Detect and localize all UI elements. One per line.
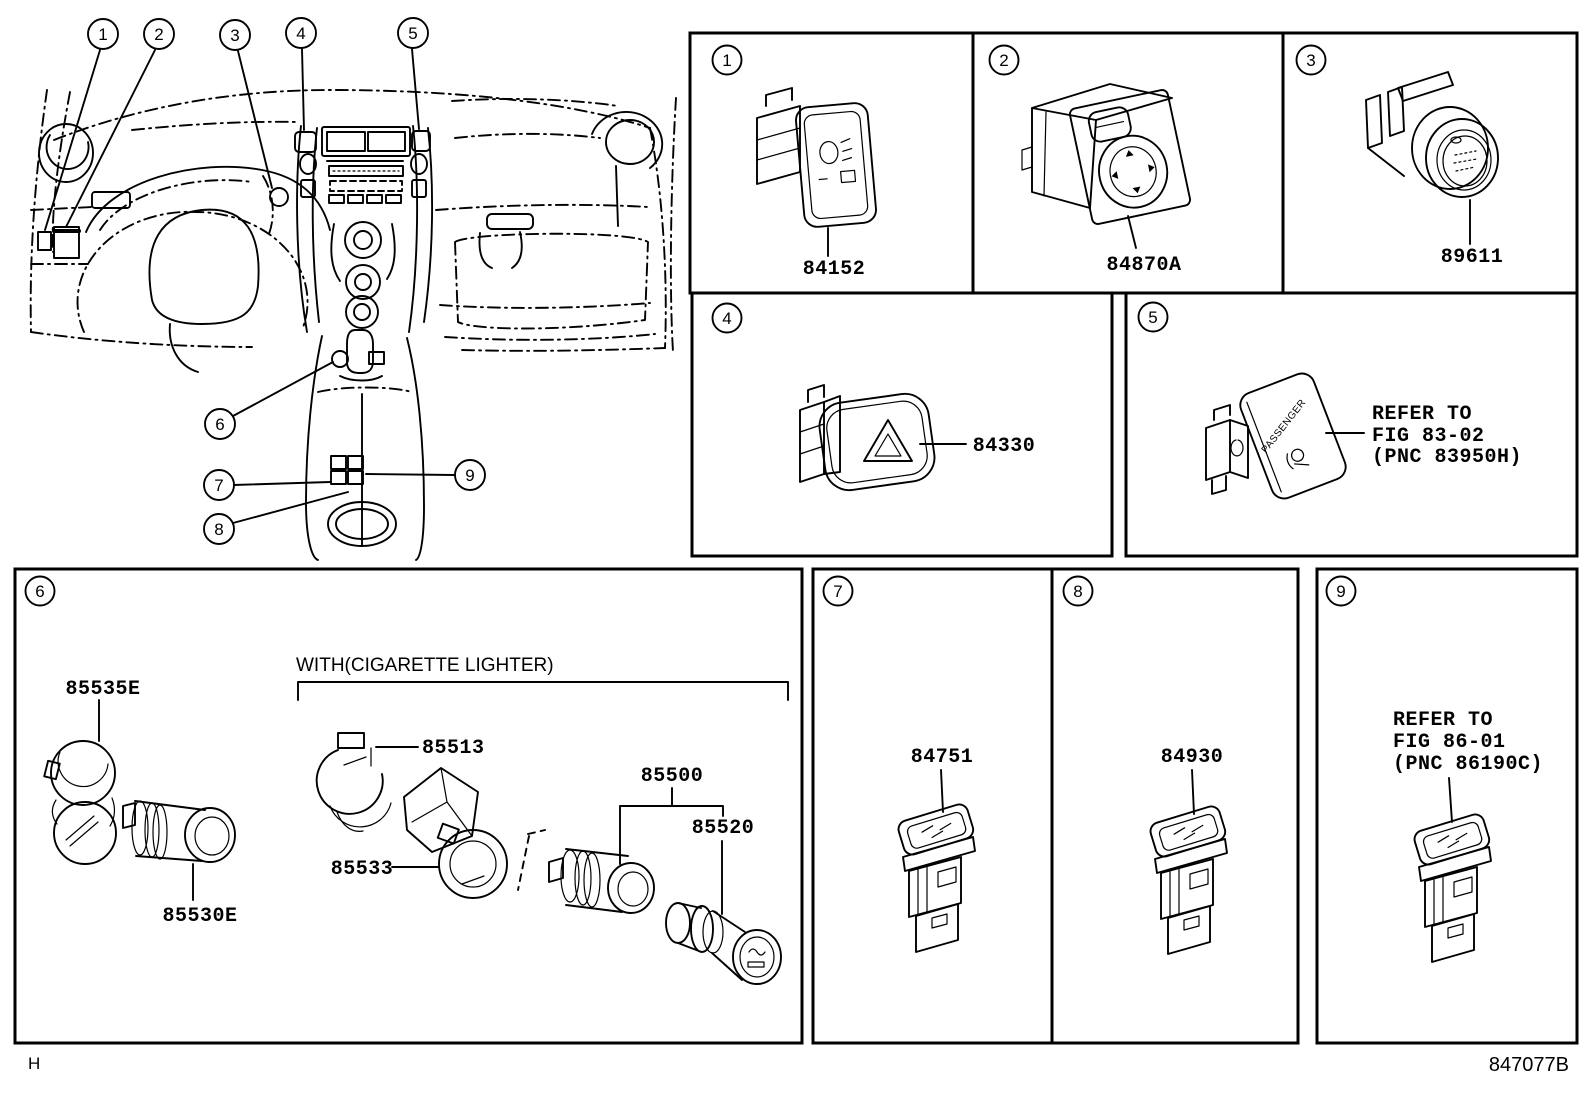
panel-1-headlamp-leveling-switch <box>757 88 877 281</box>
callout-3 <box>220 20 250 50</box>
panel-3-start-stop-switch <box>1366 72 1503 269</box>
lighter-plug-drawing <box>666 903 781 984</box>
panel-9-switch <box>1393 709 1543 962</box>
dashboard-drawing <box>31 90 676 560</box>
panel-8-switch <box>1148 746 1227 954</box>
panel-2-mirror-switch <box>1022 84 1191 277</box>
lighter-icon <box>748 949 765 967</box>
lighter-housing-drawing <box>404 768 507 898</box>
panel-7-switch <box>896 746 975 952</box>
panel-5-passenger-airbag-indicator <box>1206 370 1522 503</box>
callout-2 <box>144 19 174 49</box>
outlet-cover-drawing <box>44 741 116 864</box>
panel-2-badge: 2 <box>999 51 1009 70</box>
part-85513-label: 85513 <box>422 737 485 760</box>
sheet-code: H <box>28 1054 41 1073</box>
panel-9-switch-drawing <box>1412 812 1491 962</box>
instrument-hood <box>86 167 330 232</box>
radio-unit <box>322 127 410 203</box>
callout-5 <box>398 18 428 48</box>
panel-3-part-number: 89611 <box>1440 246 1504 269</box>
callout-8 <box>204 514 234 544</box>
panel-1-badge: 1 <box>722 51 732 70</box>
callout-3-number: 3 <box>230 26 240 45</box>
panel-5-refer-line2: FIG 83-02 <box>1372 425 1485 448</box>
callout-7-number: 7 <box>214 476 224 495</box>
panel-5-refer-line3: (PNC 83950H) <box>1372 446 1523 469</box>
callout-4-number: 4 <box>296 24 306 43</box>
part-85533-label: 85533 <box>330 858 394 881</box>
panel-9-leader-line <box>1449 778 1452 822</box>
outlet-socket-drawing <box>123 801 235 862</box>
panel-6-power-outlet-group <box>44 655 788 984</box>
panel-8-leader-line <box>1192 770 1194 814</box>
panel-8-box <box>1052 569 1298 1043</box>
lighter-socket-drawing <box>549 849 654 913</box>
panel-7-box <box>813 569 1052 1043</box>
switch-hole-1 <box>38 232 51 250</box>
panel-9-badge: 9 <box>1336 582 1346 601</box>
panel-4-box <box>692 293 1112 556</box>
callout-5-number: 5 <box>408 24 418 43</box>
panel-7-switch-drawing <box>896 802 975 952</box>
steering-wheel <box>78 212 308 332</box>
dashboard-callouts <box>45 18 485 544</box>
figure-code: 847077B <box>1488 1054 1569 1076</box>
callout-1-number: 1 <box>98 25 108 44</box>
panel-7-badge: 7 <box>833 582 843 601</box>
panel-2-part-number: 84870A <box>1106 254 1182 277</box>
panel-9-refer-line1: REFER TO <box>1393 709 1494 732</box>
panel-4-part-number: 84330 <box>972 435 1036 458</box>
console-switch-holes <box>331 456 363 484</box>
panel-8-part-number: 84930 <box>1160 746 1224 769</box>
callout-2-number: 2 <box>154 25 164 44</box>
panel-1-part-number: 84152 <box>802 258 866 281</box>
lighter-location <box>332 351 348 367</box>
cigarette-lighter-bracket <box>298 682 788 700</box>
panel-9-box <box>1317 569 1577 1043</box>
callout-9-number: 9 <box>465 466 475 485</box>
panel-9-refer-line2: FIG 86-01 <box>1393 731 1506 754</box>
callout-4 <box>286 18 316 48</box>
panel-8-badge: 8 <box>1073 582 1083 601</box>
steering-column-pad <box>149 210 258 324</box>
assembly-axis-dashed-line <box>518 830 545 890</box>
panel-5-refer-line1: REFER TO <box>1372 403 1473 426</box>
panel-3-box <box>1283 33 1577 293</box>
callout-6-number: 6 <box>215 415 225 434</box>
callout-9 <box>455 460 485 490</box>
panel-8-switch-drawing <box>1148 804 1227 954</box>
hazard-triangle-icon <box>864 420 912 461</box>
left-vent <box>39 124 93 182</box>
cigarette-lighter-note: WITH(CIGARETTE LIGHTER) <box>296 655 554 676</box>
panel-4-badge: 4 <box>722 309 732 328</box>
panel-2-leader-line <box>1128 216 1136 248</box>
panel-6-badge: 6 <box>35 582 45 601</box>
part-85535E-label: 85535E <box>65 678 141 701</box>
hvac-knobs <box>331 222 394 328</box>
panel-3-badge: 3 <box>1306 51 1316 70</box>
callout-1 <box>88 19 118 49</box>
panel-5-badge: 5 <box>1148 308 1158 327</box>
panel-7-leader-line <box>941 770 943 812</box>
part-85500-label: 85500 <box>640 765 704 788</box>
panel-grid <box>15 33 1577 1043</box>
panel-5-box <box>1126 293 1577 556</box>
panel-4-hazard-switch <box>800 385 1035 493</box>
panel-9-refer-line3: (PNC 86190C) <box>1393 753 1544 776</box>
callout-6 <box>205 409 235 439</box>
glovebox <box>455 214 648 329</box>
callout-8-number: 8 <box>214 520 224 539</box>
passenger-face-text: PASSENGER <box>1259 397 1309 456</box>
airbag-icon <box>1285 447 1309 471</box>
callout-7 <box>204 470 234 500</box>
start-button-face-text <box>1454 151 1477 171</box>
part-85520-label: 85520 <box>691 817 755 840</box>
panel-7-part-number: 84751 <box>910 746 974 769</box>
part-85530E-label: 85530E <box>162 905 238 928</box>
